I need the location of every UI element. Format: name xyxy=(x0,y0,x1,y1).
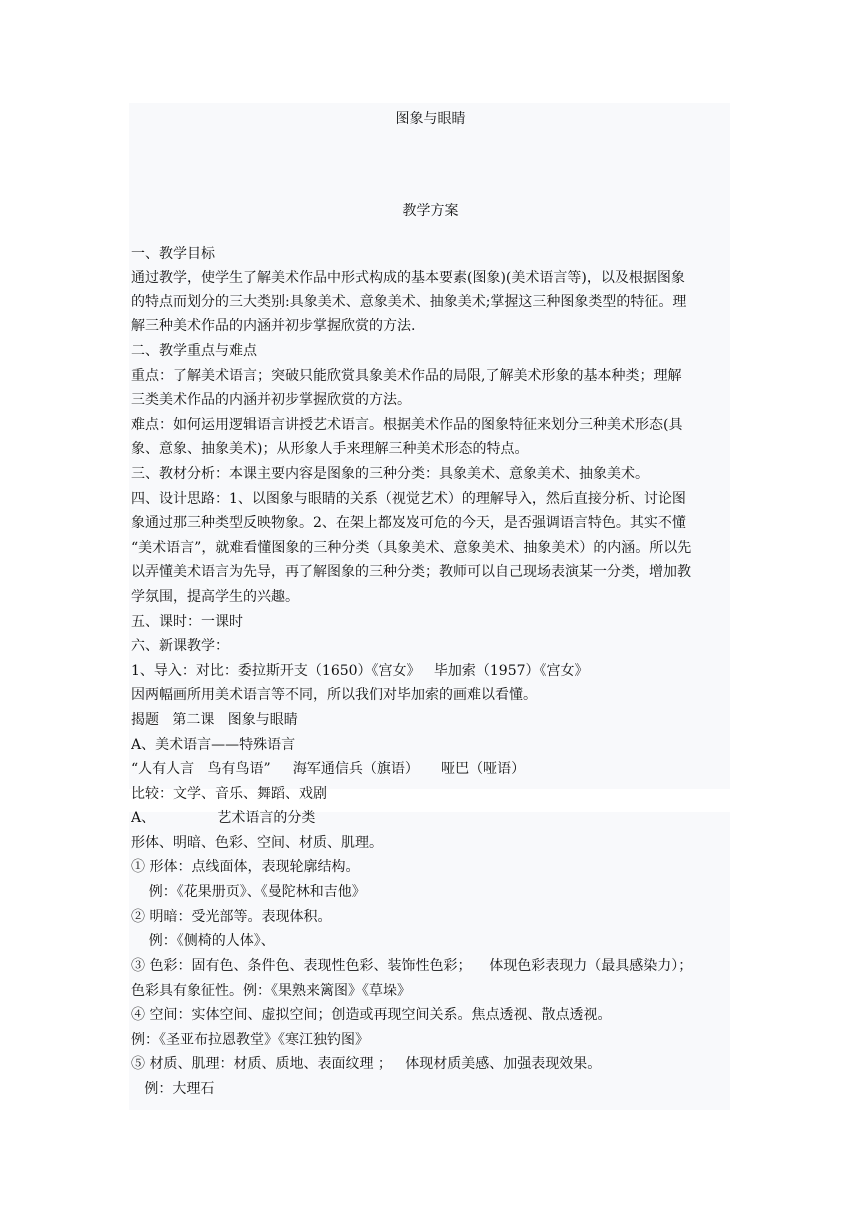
text-line: ⑤ 材质、肌理：材质、质地、表面纹理 ； 体现材质美感、加强表现效果。 xyxy=(131,1056,602,1072)
document-subtitle: 教学方案 xyxy=(402,203,459,219)
text-line: 一、教学目标 xyxy=(131,246,215,262)
document-title: 图象与眼睛 xyxy=(395,111,466,127)
text-line: 五、课时：一课时 xyxy=(131,614,243,630)
text-line: 难点：如何运用逻辑语言讲授艺术语言。根据美术作品的图象特征来划分三种美术形态(具 xyxy=(131,417,683,433)
text-line: 象、意象、抽象美术)；从形象人手来理解三种美术形态的特点。 xyxy=(131,441,529,457)
text-line: ③ 色彩：固有色、条件色、表现性色彩、装饰性色彩； 体现色彩表现力（最具感染力）； xyxy=(131,958,693,974)
text-line: 1、导入：对比：委拉斯开支（1650）《宫女》 毕加索（1957）《宫女》 xyxy=(131,663,589,679)
text-line: 二、教学重点与难点 xyxy=(131,343,257,359)
text-line: ① 形体：点线面体，表现轮廓结构。 xyxy=(131,859,360,875)
text-line: 三类美术作品的内涵并初步掌握欣赏的方法。 xyxy=(131,392,411,408)
text-line: 象通过那三种类型反映物象。2、在架上都岌岌可危的今天，是否强调语言特色。其实不懂 xyxy=(131,515,686,531)
text-line: 形体、明暗、色彩、空间、材质、肌理。 xyxy=(131,835,383,851)
text-line: 学氛围，提高学生的兴趣。 xyxy=(131,589,299,605)
text-line: 四、设计思路：1、以图象与眼睛的关系（视觉艺术）的理解导入，然后直接分析、讨论图 xyxy=(131,491,686,507)
text-line: 三、教材分析：本课主要内容是图象的三种分类：具象美术、意象美术、抽象美术。 xyxy=(131,466,649,482)
text-line: 色彩具有象征性。例：《果熟来篱图》《草垛》 xyxy=(131,983,411,999)
text-line: ④ 空间：实体空间、虚拟空间；创造或再现空间关系。焦点透视、散点透视。 xyxy=(131,1007,612,1023)
text-line: 例：大理石 xyxy=(131,1081,215,1097)
text-line: 六、新课教学： xyxy=(131,638,229,654)
text-line: 重点：了解美术语言；突破只能欣赏具象美术作品的局限,了解美术形象的基本种类；理解 xyxy=(131,368,682,384)
text-line: 比较：文学、音乐、舞蹈、戏剧 xyxy=(131,786,327,802)
text-line: 例：《圣亚布拉恩教堂》《寒江独钓图》 xyxy=(131,1032,369,1048)
text-line: 的特点而划分的三大类别:具象美术、意象美术、抽象美术;掌握这三种图象类型的特征。理 xyxy=(131,294,687,310)
text-line: 例：《花果册页》、《曼陀林和吉他》 xyxy=(131,884,366,900)
text-line: “美术语言”，就难看懂图象的三种分类（具象美术、意象美术、抽象美术）的内涵。所以先 xyxy=(131,540,692,556)
text-line: ② 明暗：受光部等。表现体积。 xyxy=(131,909,332,925)
text-line: 通过教学，使学生了解美术作品中形式构成的基本要素(图象)(美术语言等)，以及根据图象 xyxy=(131,270,685,286)
text-line: A、美术语言——特殊语言 xyxy=(131,737,296,753)
text-line: 解三种美术作品的内涵并初步掌握欣赏的方法. xyxy=(131,318,416,334)
text-line: 以弄懂美术语言为先导，再了解图象的三种分类；教师可以自己现场表演某一分类，增加教 xyxy=(131,564,691,580)
text-line: A、 艺术语言的分类 xyxy=(131,810,316,826)
text-line: “人有人言 鸟有鸟语” 海军通信兵（旗语） 哑巴（哑语） xyxy=(131,761,526,777)
text-line: 例：《侧椅的人体》、 xyxy=(131,933,275,949)
text-line: 因两幅画所用美术语言等不同，所以我们对毕加索的画难以看懂。 xyxy=(131,687,537,703)
text-line: 揭题 第二课 图象与眼睛 xyxy=(131,712,298,728)
